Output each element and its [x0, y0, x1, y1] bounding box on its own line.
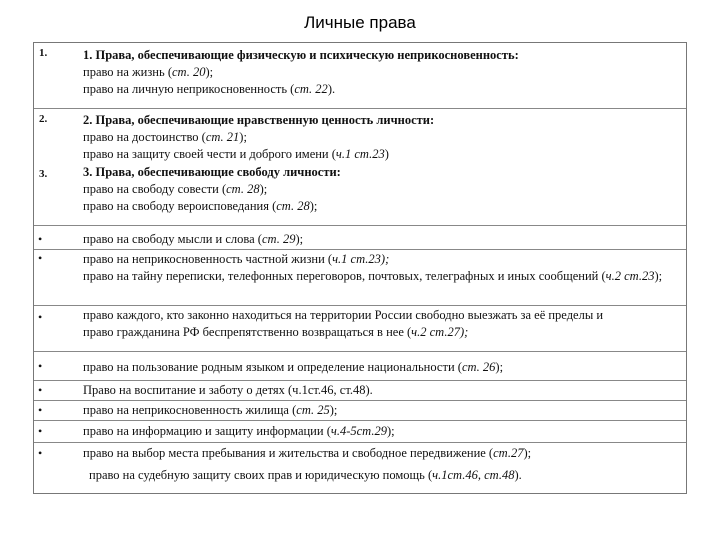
row-text: [83, 423, 682, 440]
right-item: право на жизнь (ст. 20);: [83, 64, 214, 79]
rights-table: [33, 42, 687, 494]
section-heading: 1. Права, обеспечивающие физическую и психическую неприкосновенность:: [83, 48, 519, 62]
right-item: право на свободу мысли и слова (ст. 29);: [83, 232, 304, 246]
right-item: право гражданина РФ беспрепятственно возвращаться в нее (ч.2 ст.27);: [83, 324, 469, 339]
table-row: [34, 400, 686, 421]
right-item: право на неприкосновенность жилища (ст. 25);: [83, 403, 338, 417]
table-row: [34, 442, 686, 465]
bullet-icon: •: [38, 232, 43, 246]
right-item: право на информацию и защиту информации (ч.4-5ст.29);: [83, 424, 395, 438]
table-row: [34, 165, 686, 218]
bullet-icon: •: [38, 359, 43, 373]
right-item: право на свободу совести (ст. 28);: [83, 181, 268, 196]
row-text: [83, 402, 682, 419]
row-text: [83, 112, 682, 162]
table-row: [34, 305, 686, 352]
bullet-icon: •: [38, 310, 43, 324]
row-text: [83, 251, 682, 285]
section-heading: 3. Права, обеспечивающие свободу личности:: [83, 165, 341, 179]
table-row: [34, 249, 686, 306]
table-row: [34, 420, 686, 443]
row-text: [89, 467, 682, 484]
right-item: Право на воспитание и заботу о детях (ч.1ст.46, ст.48).: [83, 383, 373, 397]
row-number: 1.: [39, 47, 48, 59]
row-number: 3.: [39, 168, 48, 180]
row-text: [83, 307, 682, 341]
row-text: [83, 445, 682, 462]
right-item: право на свободу вероисповедания (ст. 28);: [83, 198, 318, 213]
table-row: [34, 464, 686, 494]
right-item: право на защиту своей чести и доброго имени (ч.1 ст.23): [83, 146, 389, 161]
table-row: [34, 380, 686, 401]
right-item: право на личную неприкосновенность (ст. 22).: [83, 81, 336, 96]
bullet-icon: •: [38, 403, 43, 417]
right-item: право на судебную защиту своих прав и юридическую помощь (ч.1ст.46, ст.48).: [89, 468, 522, 482]
bullet-icon: •: [38, 251, 43, 265]
right-item: право каждого, кто законно находиться на территории России свободно выезжать за её пределы и: [83, 308, 604, 322]
table-row: [34, 43, 686, 108]
section-heading: 2. Права, обеспечивающие нравственную ценность личности:: [83, 113, 435, 127]
right-item: право на выбор места пребывания и жительства и свободное передвижение (ст.27);: [83, 446, 532, 460]
right-item: право на достоинство (ст. 21);: [83, 129, 247, 144]
row-text: [83, 47, 682, 97]
right-item: право на пользование родным языком и определение национальности (ст. 26);: [83, 360, 504, 374]
right-item: право на тайну переписки, телефонных переговоров, почтовых, телеграфных и иных сообщений (ч.2 ст.23);: [83, 268, 663, 283]
bullet-icon: •: [38, 424, 43, 438]
row-text: [83, 231, 682, 248]
row-text: [83, 359, 682, 376]
row-text: [83, 164, 682, 214]
table-row: [34, 108, 686, 169]
row-text: [83, 382, 682, 399]
table-row: [34, 351, 686, 381]
page-title: Личные права: [304, 13, 416, 32]
bullet-icon: •: [38, 446, 43, 460]
right-item: право на неприкосновенность частной жизни (ч.1 ст.23);: [83, 252, 390, 266]
bullet-icon: •: [38, 383, 43, 397]
row-number: 2.: [39, 113, 48, 125]
table-row: [34, 225, 686, 250]
